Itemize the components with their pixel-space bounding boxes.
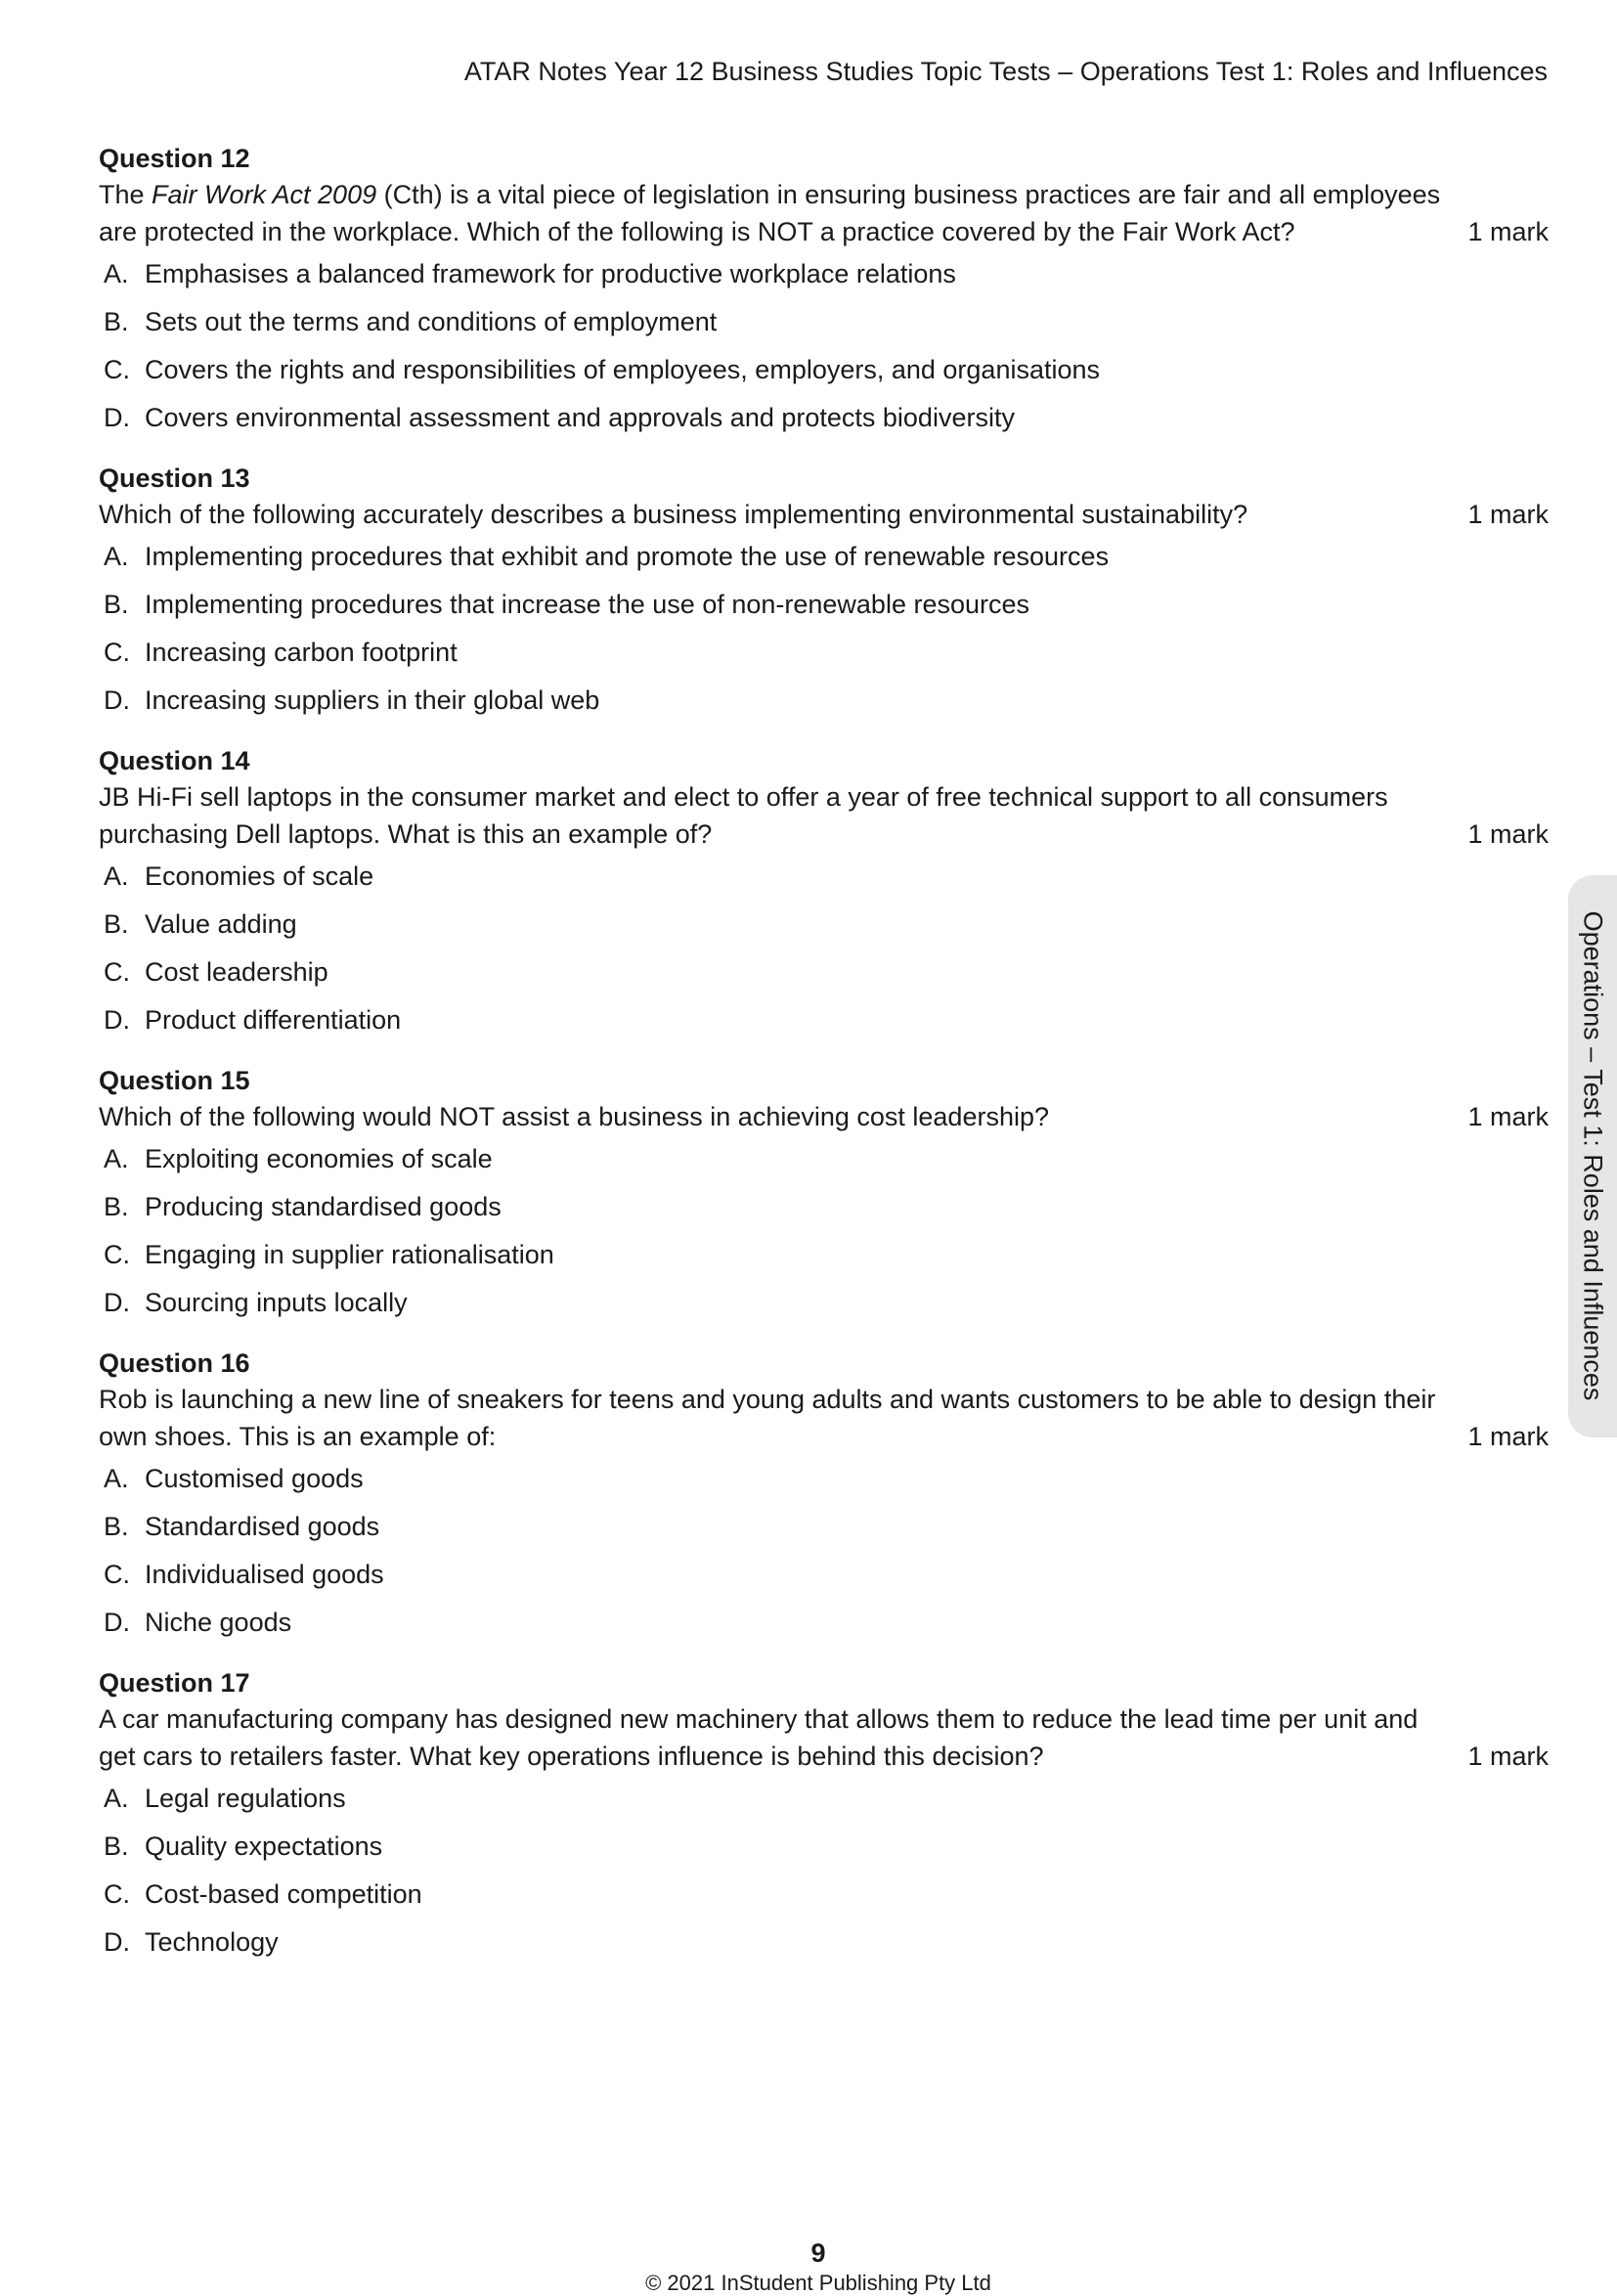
mark-allocation: 1 mark xyxy=(1467,500,1549,529)
option-a xyxy=(99,1143,1549,1175)
answer-options xyxy=(99,1463,1549,1639)
option-b xyxy=(99,908,1549,941)
mark-allocation: 1 mark xyxy=(1467,1102,1549,1131)
question-text: A car manufacturing company has designed new machinery that allows them to reduce the lead time per unit and get cars to retailers faster. What key operations influence is behind this decision? xyxy=(99,1704,1419,1771)
option-c xyxy=(99,637,1549,669)
option-text: Sourcing inputs locally xyxy=(145,1288,408,1317)
option-letter: B. xyxy=(104,307,129,336)
option-text: Economies of scale xyxy=(145,861,374,891)
question-body xyxy=(99,176,1549,250)
option-letter: B. xyxy=(104,1832,129,1861)
question-text xyxy=(99,176,1448,250)
answer-options xyxy=(99,1783,1549,1959)
question-title: Question 16 xyxy=(99,1348,250,1378)
option-a xyxy=(99,258,1549,290)
option-letter: D. xyxy=(104,685,130,715)
option-letter: B. xyxy=(104,1192,129,1221)
option-text: Product differentiation xyxy=(145,1005,402,1035)
option-b xyxy=(99,589,1549,621)
option-d xyxy=(99,402,1549,434)
section-side-tab-label: Operations – Test 1: Roles and Influences xyxy=(1578,910,1608,1401)
option-letter: A. xyxy=(104,1464,129,1493)
question-text-pre: The xyxy=(99,180,153,209)
option-letter: D. xyxy=(104,403,130,432)
question-title: Question 14 xyxy=(99,746,250,775)
option-d xyxy=(99,1607,1549,1639)
option-letter: A. xyxy=(104,861,129,891)
question-title: Question 13 xyxy=(99,464,250,493)
option-text: Technology xyxy=(145,1927,279,1957)
option-text: Increasing carbon footprint xyxy=(145,638,458,667)
question-text: Which of the following accurately describes a business implementing environmental sustainability? xyxy=(99,500,1248,529)
mark-allocation: 1 mark xyxy=(1467,1742,1549,1771)
option-a xyxy=(99,1463,1549,1495)
question-body xyxy=(99,496,1549,533)
option-letter: B. xyxy=(104,909,129,939)
option-letter: C. xyxy=(104,957,130,987)
option-text: Legal regulations xyxy=(145,1784,346,1813)
option-letter: C. xyxy=(104,1560,130,1589)
option-b xyxy=(99,1191,1549,1223)
question-list xyxy=(99,141,1549,1985)
option-letter: B. xyxy=(104,590,129,619)
option-letter: D. xyxy=(104,1608,130,1637)
option-text: Customised goods xyxy=(145,1464,364,1493)
option-text: Covers environmental assessment and approvals and protects biodiversity xyxy=(145,403,1015,432)
option-letter: A. xyxy=(104,259,129,288)
option-c xyxy=(99,1559,1549,1591)
option-letter: C. xyxy=(104,1240,130,1269)
option-letter: B. xyxy=(104,1512,129,1541)
option-b xyxy=(99,306,1549,338)
option-a xyxy=(99,1783,1549,1815)
option-letter: C. xyxy=(104,355,130,384)
option-text: Engaging in supplier rationalisation xyxy=(145,1240,554,1269)
question-body xyxy=(99,1381,1549,1455)
option-text: Sets out the terms and conditions of employment xyxy=(145,307,718,336)
option-text: Covers the rights and responsibilities of employees, employers, and organisations xyxy=(145,355,1101,384)
question-title: Question 12 xyxy=(99,144,250,173)
question-14 xyxy=(99,743,1549,1037)
option-b xyxy=(99,1511,1549,1543)
option-letter: D. xyxy=(104,1005,130,1035)
option-text: Emphasises a balanced framework for productive workplace relations xyxy=(145,259,956,288)
running-header: ATAR Notes Year 12 Business Studies Topic Tests – Operations Test 1: Roles and Influences xyxy=(463,57,1548,86)
question-text: Rob is launching a new line of sneakers for teens and young adults and wants customers to be able to design their own shoes. This is an example of: xyxy=(99,1385,1436,1451)
option-d xyxy=(99,684,1549,717)
question-17 xyxy=(99,1665,1549,1959)
option-text: Cost leadership xyxy=(145,957,328,987)
answer-options xyxy=(99,258,1549,434)
option-a xyxy=(99,861,1549,893)
question-15 xyxy=(99,1063,1549,1319)
option-b xyxy=(99,1831,1549,1863)
option-a xyxy=(99,541,1549,573)
mark-allocation: 1 mark xyxy=(1467,819,1549,849)
option-c xyxy=(99,354,1549,386)
question-text: Which of the following would NOT assist a business in achieving cost leadership? xyxy=(99,1102,1049,1131)
option-letter: C. xyxy=(104,1879,130,1909)
option-d xyxy=(99,1287,1549,1319)
question-text: JB Hi-Fi sell laptops in the consumer market and elect to offer a year of free technical support to all consumers purchasing Dell laptops. What is this an example of? xyxy=(99,782,1388,849)
question-title: Question 15 xyxy=(99,1066,250,1095)
option-text: Standardised goods xyxy=(145,1512,380,1541)
act-name: Fair Work Act 2009 xyxy=(152,180,377,209)
option-letter: D. xyxy=(104,1288,130,1317)
option-letter: D. xyxy=(104,1927,130,1957)
option-text: Value adding xyxy=(145,909,297,939)
option-text: Exploiting economies of scale xyxy=(145,1144,493,1173)
option-text: Producing standardised goods xyxy=(145,1192,502,1221)
option-letter: A. xyxy=(104,1144,129,1173)
option-text: Implementing procedures that increase the use of non-renewable resources xyxy=(145,590,1030,619)
option-letter: A. xyxy=(104,542,129,571)
option-d xyxy=(99,1926,1549,1959)
answer-options xyxy=(99,861,1549,1037)
option-text: Cost-based competition xyxy=(145,1879,422,1909)
option-text: Implementing procedures that exhibit and promote the use of renewable resources xyxy=(145,542,1110,571)
option-d xyxy=(99,1004,1549,1037)
question-16 xyxy=(99,1346,1549,1639)
answer-options xyxy=(99,1143,1549,1319)
page-number: 9 xyxy=(810,2238,826,2268)
option-letter: C. xyxy=(104,638,130,667)
question-12 xyxy=(99,141,1549,434)
question-body xyxy=(99,1700,1549,1775)
question-text-post: (Cth) is a vital piece of legislation in ensuring business practices are fair and all employees are protected in the workplace. Which of the following is NOT a practice covered by the Fair Work Act? xyxy=(99,180,1441,246)
option-text: Quality expectations xyxy=(145,1832,383,1861)
answer-options xyxy=(99,541,1549,717)
question-title: Question 17 xyxy=(99,1668,250,1698)
option-text: Increasing suppliers in their global web xyxy=(145,685,600,715)
mark-allocation: 1 mark xyxy=(1467,217,1549,246)
option-text: Individualised goods xyxy=(145,1560,384,1589)
mark-allocation: 1 mark xyxy=(1467,1422,1549,1451)
option-letter: A. xyxy=(104,1784,129,1813)
question-body xyxy=(99,778,1549,853)
option-c xyxy=(99,1239,1549,1271)
question-body xyxy=(99,1098,1549,1135)
option-c xyxy=(99,1878,1549,1911)
option-text: Niche goods xyxy=(145,1608,292,1637)
question-13 xyxy=(99,461,1549,717)
option-c xyxy=(99,956,1549,989)
copyright-notice: © 2021 InStudent Publishing Pty Ltd xyxy=(645,2271,991,2295)
